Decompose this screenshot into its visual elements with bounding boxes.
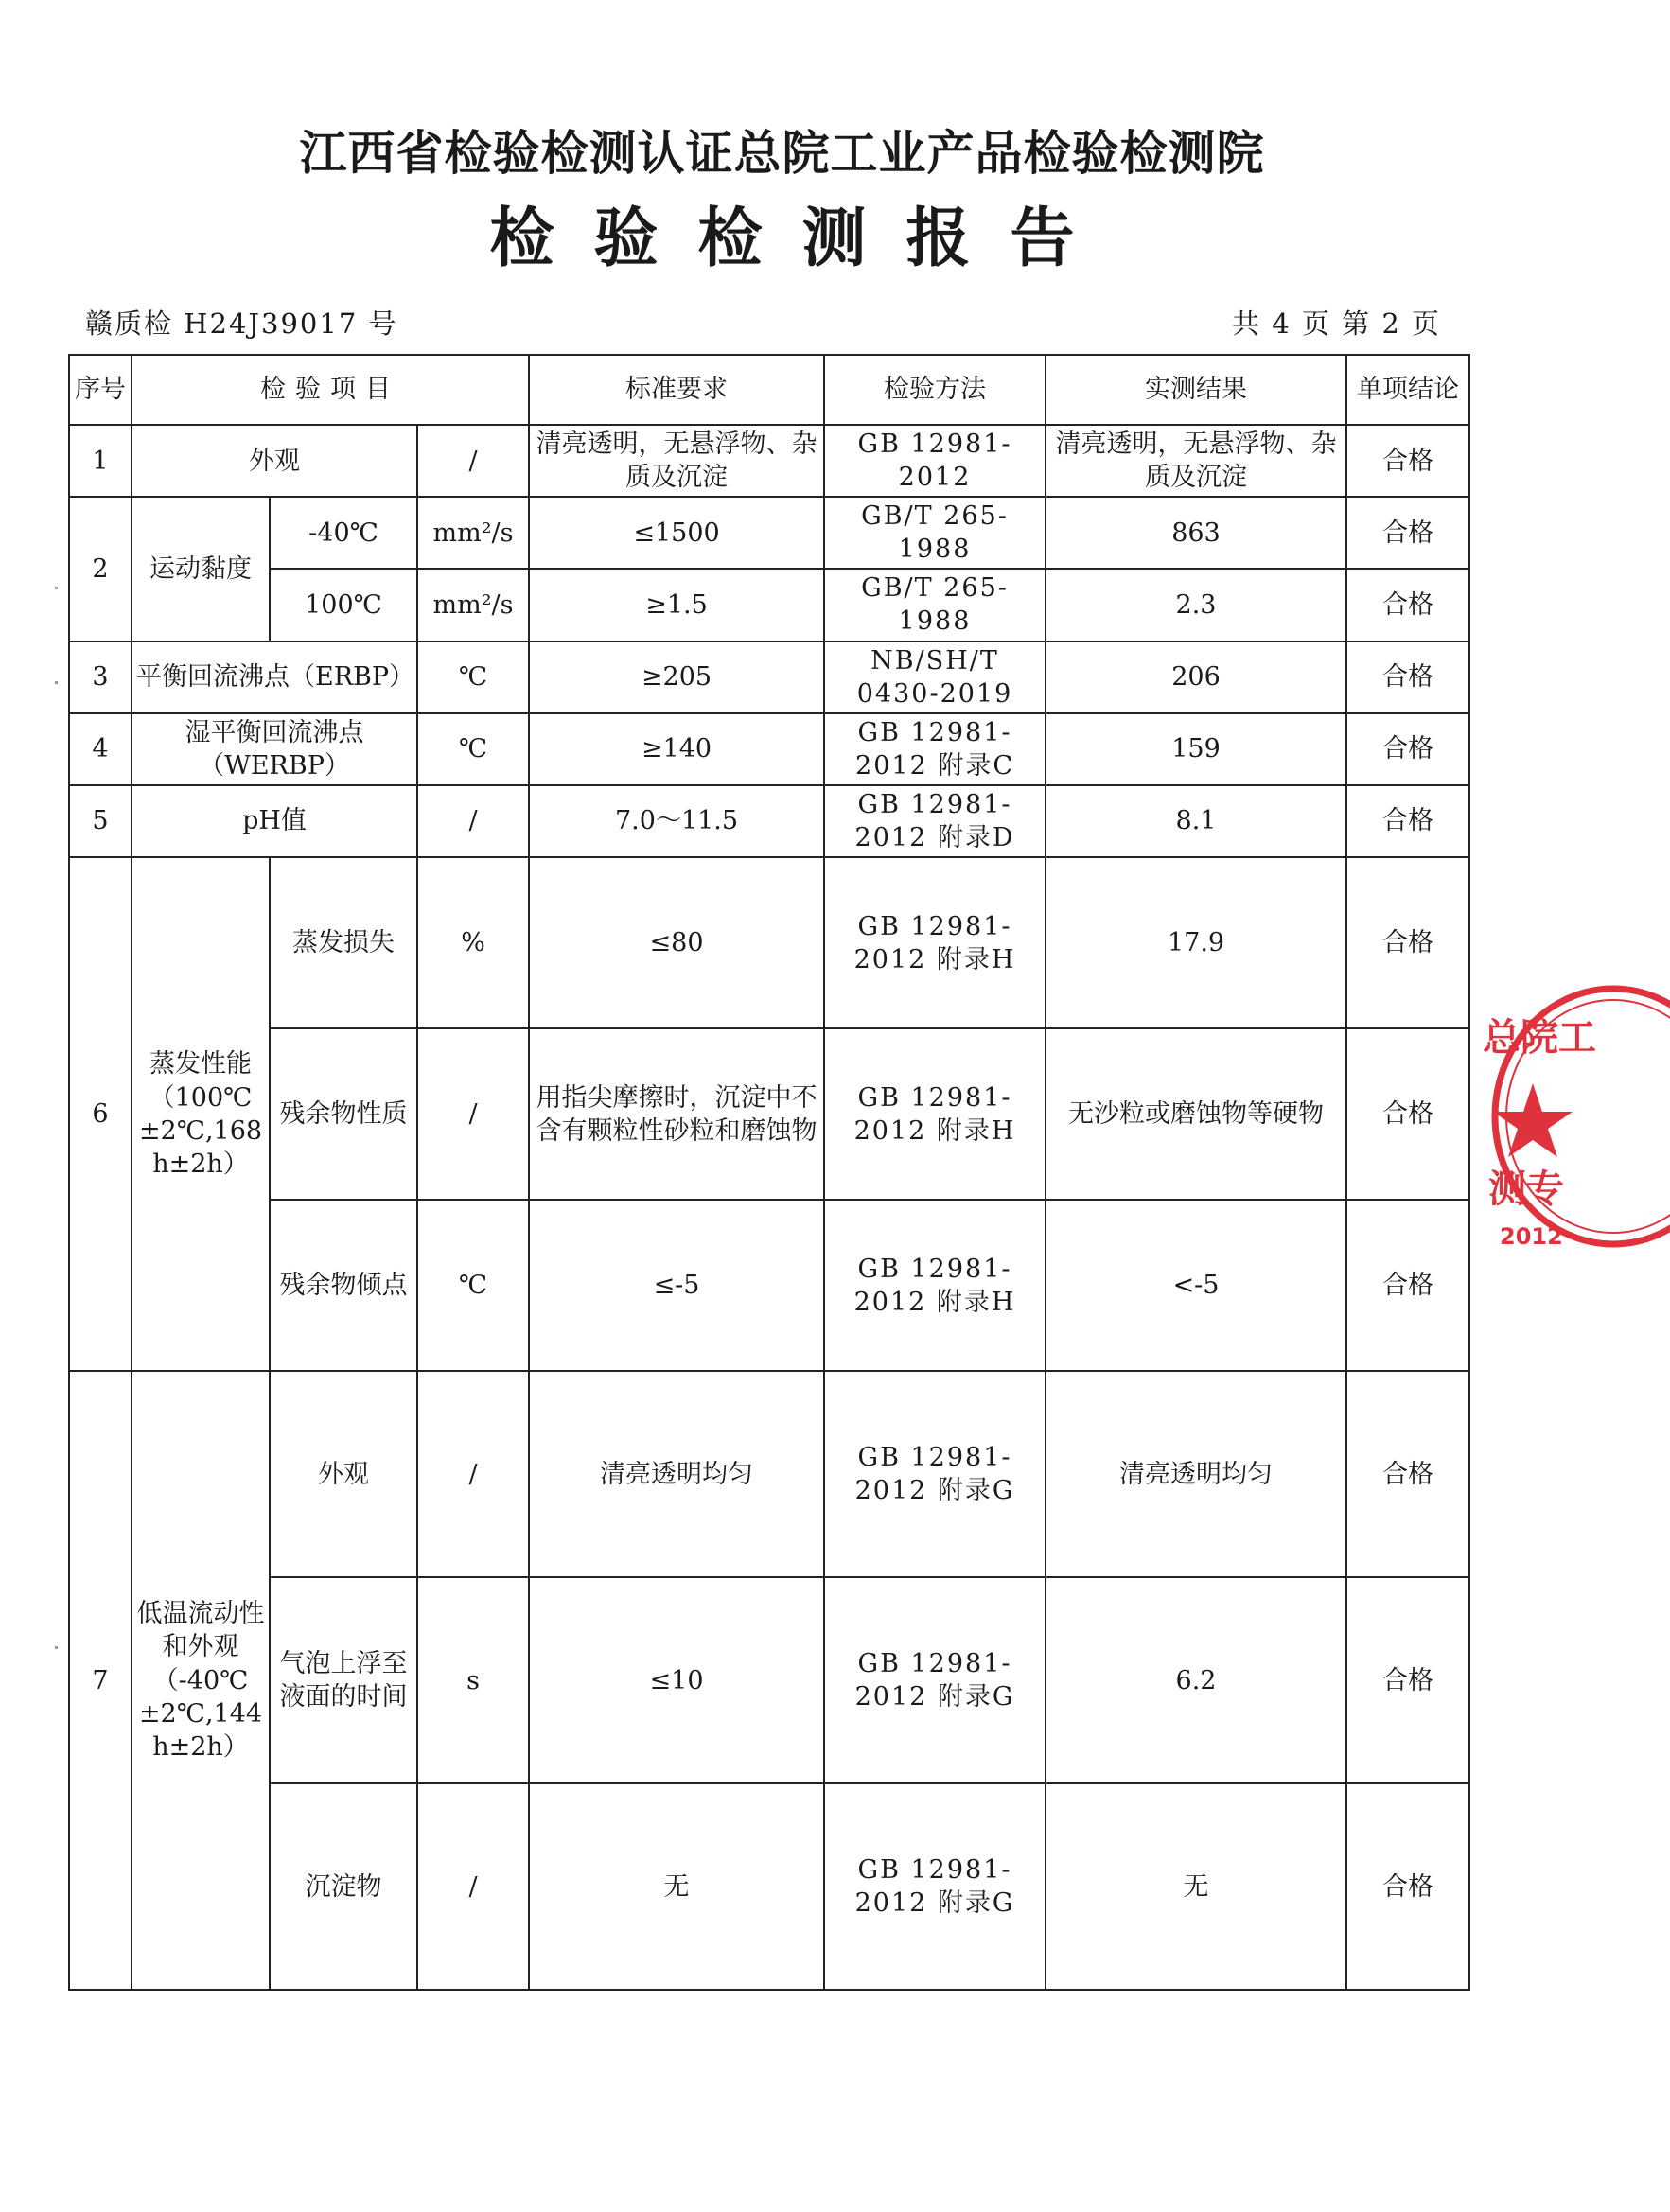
method-cell: GB 12981-2012 附录C — [824, 713, 1046, 785]
table-row-7c — [69, 1783, 1469, 1990]
standard-cell: 7.0～11.5 — [529, 785, 824, 857]
scan-dot — [55, 587, 58, 589]
seq-cell: 7 — [69, 1371, 132, 1990]
unit-cell: / — [417, 785, 529, 857]
standard-cell: ≥205 — [529, 641, 824, 713]
unit-cell: mm²/s — [417, 569, 529, 641]
standard-cell: 无 — [529, 1783, 824, 1990]
item-cell: 湿平衡回流沸点（WERBP） — [132, 713, 417, 785]
result-cell: 6.2 — [1046, 1577, 1346, 1783]
result-cell: 159 — [1046, 713, 1346, 785]
unit-cell: ℃ — [417, 1200, 529, 1371]
header-seq: 序号 — [69, 355, 132, 425]
sub-item-cell: 残余物性质 — [270, 1028, 417, 1200]
sub-item-cell: 沉淀物 — [270, 1783, 417, 1990]
standard-cell: 清亮透明，无悬浮物、杂质及沉淀 — [529, 425, 824, 497]
header-method: 检验方法 — [824, 355, 1046, 425]
conclusion-cell: 合格 — [1346, 641, 1469, 713]
header-result: 实测结果 — [1046, 355, 1346, 425]
header-item: 检验项目 — [132, 355, 529, 425]
item-cell: pH值 — [132, 785, 417, 857]
item-cell: 外观 — [132, 425, 417, 497]
conclusion-cell: 合格 — [1346, 425, 1469, 497]
sub-item-cell: 外观 — [270, 1371, 417, 1577]
conclusion-cell: 合格 — [1346, 1028, 1469, 1200]
method-cell: GB 12981-2012 附录G — [824, 1371, 1046, 1577]
inspection-body — [68, 354, 1470, 1991]
standard-cell: ≤1500 — [529, 497, 824, 569]
table-row-6a — [69, 857, 1469, 1028]
header-standard: 标准要求 — [529, 355, 824, 425]
result-cell: <-5 — [1046, 1200, 1346, 1371]
conclusion-cell: 合格 — [1346, 785, 1469, 857]
result-cell: 8.1 — [1046, 785, 1346, 857]
conclusion-cell: 合格 — [1346, 1200, 1469, 1371]
result-cell: 无 — [1046, 1783, 1346, 1990]
table-row-7b — [69, 1577, 1469, 1783]
header-conclusion: 单项结论 — [1346, 355, 1469, 425]
seal-text-bottom: 测专 — [1488, 1167, 1564, 1211]
table-row-7a — [69, 1371, 1469, 1577]
result-cell: 清亮透明均匀 — [1046, 1371, 1346, 1577]
result-cell: 206 — [1046, 641, 1346, 713]
report-number: 赣质检 H24J39017 号 — [85, 307, 398, 340]
table-row-3 — [69, 641, 1469, 713]
item-cell: 平衡回流沸点（ERBP） — [132, 641, 417, 713]
standard-cell: ≤80 — [529, 857, 824, 1028]
report-title: 检验检测报告 — [489, 201, 1115, 276]
scan-dot — [55, 1646, 58, 1649]
conclusion-cell: 合格 — [1346, 569, 1469, 641]
seq-cell: 5 — [69, 785, 132, 857]
method-cell: GB 12981-2012 附录G — [824, 1783, 1046, 1990]
table-row-6c — [69, 1200, 1469, 1371]
sub-item-cell: 100℃ — [270, 569, 417, 641]
table-row-6b — [69, 1028, 1469, 1200]
method-cell: GB/T 265-1988 — [824, 497, 1046, 569]
official-seal — [1481, 974, 1670, 1258]
conclusion-cell: 合格 — [1346, 497, 1469, 569]
unit-cell: / — [417, 425, 529, 497]
unit-cell: % — [417, 857, 529, 1028]
standard-cell: 用指尖摩擦时，沉淀中不含有颗粒性砂粒和磨蚀物 — [529, 1028, 824, 1200]
scan-dot — [55, 681, 58, 684]
table-row-4 — [69, 713, 1469, 785]
unit-cell: / — [417, 1371, 529, 1577]
method-cell: NB/SH/T 0430-2019 — [824, 641, 1046, 713]
seq-cell: 2 — [69, 497, 132, 641]
seq-cell: 6 — [69, 857, 132, 1371]
header-row — [69, 355, 1469, 425]
table-row-1 — [69, 425, 1469, 497]
page-info: 共 4 页 第 2 页 — [1232, 307, 1441, 340]
group-cell: 低温流动性和外观（-40℃±2℃,144h±2h） — [132, 1371, 270, 1990]
method-cell: GB 12981-2012 附录D — [824, 785, 1046, 857]
unit-cell: / — [417, 1783, 529, 1990]
conclusion-cell: 合格 — [1346, 1577, 1469, 1783]
standard-cell: ≥1.5 — [529, 569, 824, 641]
seq-cell: 4 — [69, 713, 132, 785]
sub-item-cell: 气泡上浮至液面的时间 — [270, 1577, 417, 1783]
table-row-5 — [69, 785, 1469, 857]
organization-name: 江西省检验检测认证总院工业产品检验检测院 — [299, 125, 1265, 181]
table-row-2b — [69, 569, 1469, 641]
seq-cell: 1 — [69, 425, 132, 497]
sub-item-cell: -40℃ — [270, 497, 417, 569]
unit-cell: ℃ — [417, 713, 529, 785]
sub-item-cell: 残余物倾点 — [270, 1200, 417, 1371]
result-cell: 无沙粒或磨蚀物等硬物 — [1046, 1028, 1346, 1200]
standard-cell: 清亮透明均匀 — [529, 1371, 824, 1577]
method-cell: GB 12981-2012 附录H — [824, 1200, 1046, 1371]
unit-cell: / — [417, 1028, 529, 1200]
seq-cell: 3 — [69, 641, 132, 713]
conclusion-cell: 合格 — [1346, 1783, 1469, 1990]
result-cell: 2.3 — [1046, 569, 1346, 641]
unit-cell: ℃ — [417, 641, 529, 713]
standard-cell: ≥140 — [529, 713, 824, 785]
conclusion-cell: 合格 — [1346, 1371, 1469, 1577]
result-cell: 17.9 — [1046, 857, 1346, 1028]
method-cell: GB 12981-2012 — [824, 425, 1046, 497]
unit-cell: mm²/s — [417, 497, 529, 569]
table-row-2a — [69, 497, 1469, 569]
unit-cell: s — [417, 1577, 529, 1783]
method-cell: GB/T 265-1988 — [824, 569, 1046, 641]
seal-text-top: 总院工 — [1483, 1015, 1596, 1060]
method-cell: GB 12981-2012 附录G — [824, 1577, 1046, 1783]
standard-cell: ≤-5 — [529, 1200, 824, 1371]
conclusion-cell: 合格 — [1346, 713, 1469, 785]
seal-year: 2012 — [1500, 1223, 1563, 1250]
method-cell: GB 12981-2012 附录H — [824, 1028, 1046, 1200]
standard-cell: ≤10 — [529, 1577, 824, 1783]
method-cell: GB 12981-2012 附录H — [824, 857, 1046, 1028]
result-cell: 清亮透明，无悬浮物、杂质及沉淀 — [1046, 425, 1346, 497]
conclusion-cell: 合格 — [1346, 857, 1469, 1028]
group-cell: 蒸发性能（100℃±2℃,168h±2h） — [132, 857, 270, 1371]
result-cell: 863 — [1046, 497, 1346, 569]
group-cell: 运动黏度 — [132, 497, 270, 641]
sub-item-cell: 蒸发损失 — [270, 857, 417, 1028]
